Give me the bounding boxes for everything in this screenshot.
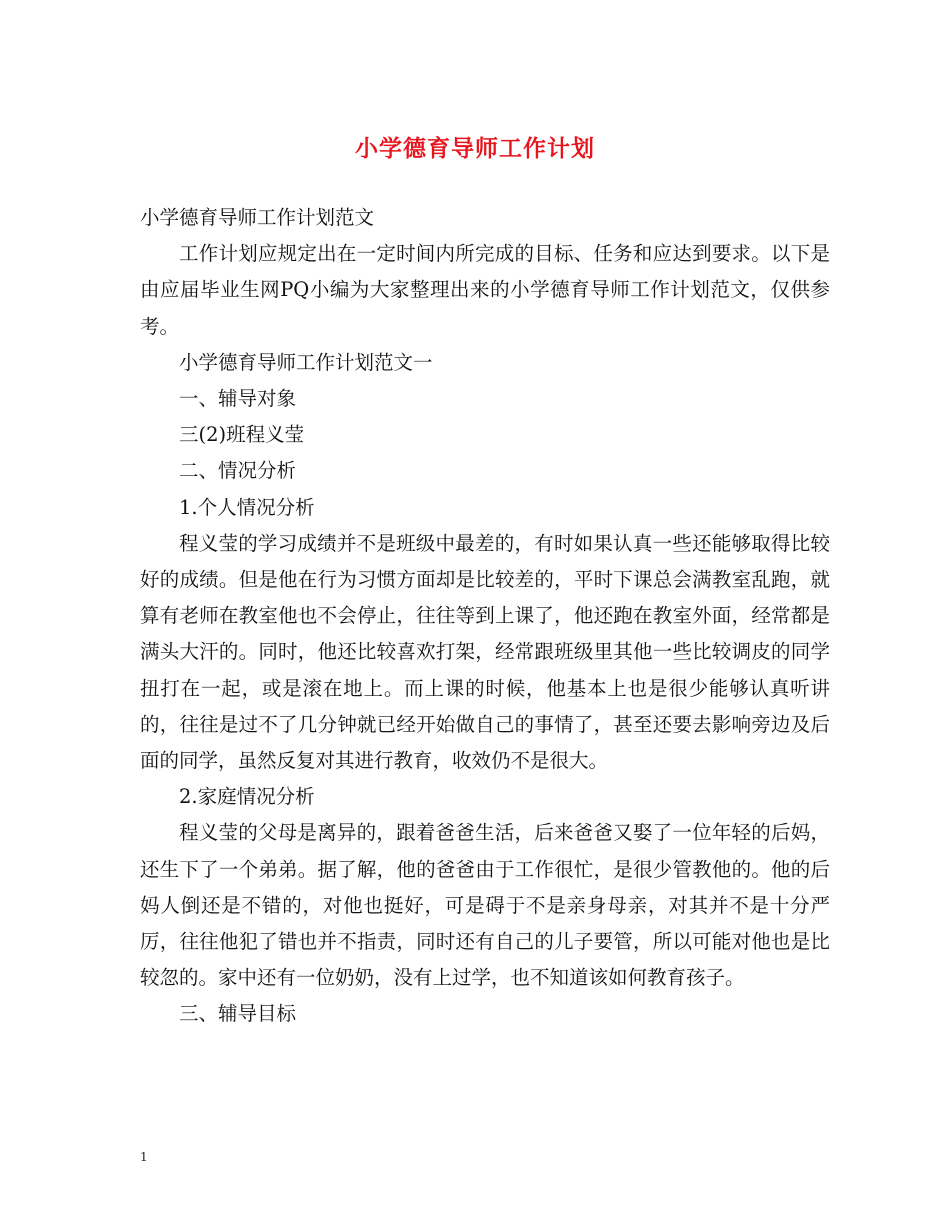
paragraph: 小学德育导师工作计划范文	[140, 206, 375, 229]
subsection-heading: 2.家庭情况分析	[179, 785, 315, 809]
subsection-heading: 1.个人情况分析	[179, 495, 315, 519]
document-body	[140, 200, 830, 1033]
paragraph: 程义莹的父母是离异的，跟着爸爸生活，后来爸爸又娶了一位年轻的后妈，还生下了一个弟弟。据了解，他的爸爸由于工作很忙，是很少管教他的。他的后妈人倒还是不错的，对他也挺好，可是碍于不是亲身母亲，对其并不是十分严厉，往往他犯了错也并不指责，同时还有自己的儿子要管，所以可能对他也是比较忽的。家中还有一位奶奶，没有上过学，也不知道该如何教育孩子。	[140, 821, 830, 990]
section-heading: 一、辅导对象	[179, 387, 297, 411]
paragraph: 工作计划应规定出在一定时间内所完成的目标、任务和应达到要求。以下是由应届毕业生网PQ小编为大家整理出来的小学德育导师工作计划范文，仅供参考。	[140, 242, 830, 338]
page-number: 1	[140, 1150, 148, 1164]
paragraph: 三(2)班程义莹	[179, 423, 305, 447]
paragraph: 程义莹的学习成绩并不是班级中最差的，有时如果认真一些还能够取得比较好的成绩。但是他在行为习惯方面却是比较差的，平时下课总会满教室乱跑，就算有老师在教室他也不会停止，往往等到上课了，他还跑在教室外面，经常都是满头大汗的。同时，他还比较喜欢打架，经常跟班级里其他一些比较调皮的同学扭打在一起，或是滚在地上。而上课的时候，他基本上也是很少能够认真听讲的，往往是过不了几分钟就已经开始做自己的事情了，甚至还要去影响旁边及后面的同学，虽然反复对其进行教育，收效仍不是很大。	[140, 531, 830, 773]
section-heading: 二、情况分析	[179, 459, 297, 483]
document-title: 小学德育导师工作计划	[355, 135, 595, 162]
section-heading: 三、辅导目标	[179, 1002, 297, 1026]
section-heading: 小学德育导师工作计划范文一	[179, 350, 433, 374]
